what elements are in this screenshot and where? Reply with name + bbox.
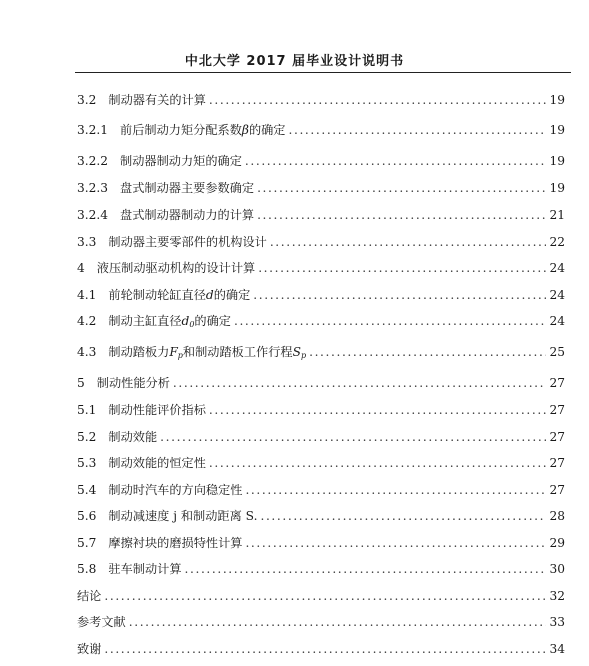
toc-leader-dots <box>209 401 546 419</box>
toc-entry[interactable] <box>77 587 565 605</box>
toc-entry-page: 25 <box>549 345 565 359</box>
toc-entry-title: 制动性能分析 <box>96 376 170 390</box>
toc-entry[interactable] <box>77 507 565 525</box>
toc-entry-page: 19 <box>549 154 565 168</box>
toc-entry[interactable] <box>77 481 565 499</box>
toc-entry-title: 制动器制动力矩的确定 <box>120 154 242 168</box>
toc-entry[interactable] <box>77 640 565 658</box>
toc-leader-dots <box>234 312 546 330</box>
toc-leader-dots <box>289 121 547 139</box>
toc-entry-page: 24 <box>549 261 565 275</box>
toc-entry-title: 盘式制动器主要参数确定 <box>120 181 255 195</box>
toc-entry-number: 5.2 <box>77 430 97 444</box>
toc-entry-page: 24 <box>549 288 565 302</box>
toc-title-text: 的确定 <box>248 123 286 137</box>
toc-entry-page: 29 <box>549 536 565 550</box>
toc-entry[interactable] <box>77 286 565 304</box>
toc-entry-number: 5.8 <box>77 562 97 576</box>
toc-leader-dots <box>253 286 546 304</box>
toc-entry[interactable] <box>77 428 565 446</box>
toc-leader-dots <box>257 179 546 197</box>
toc-entry-number: 3.2 <box>77 93 97 107</box>
math-symbol: d <box>181 314 190 328</box>
toc-entry-title: 制动效能 <box>108 430 158 444</box>
toc-entry[interactable] <box>77 259 565 277</box>
toc-entry-title: 致谢 <box>77 642 102 656</box>
toc-entry-title: 参考文献 <box>77 615 126 629</box>
toc-entry-page: 28 <box>549 509 565 523</box>
toc-entry[interactable] <box>77 401 565 419</box>
toc-entry-page: 24 <box>549 314 565 328</box>
toc-entry-number: 3.3 <box>77 235 97 249</box>
toc-title-text: 的确定 <box>213 288 251 302</box>
toc-entry-number: 5.7 <box>77 536 97 550</box>
toc-entry-number: 3.2.1 <box>77 123 109 137</box>
toc-entry-number: 4.2 <box>77 314 97 328</box>
toc-leader-dots <box>209 91 546 109</box>
toc-entry-page: 34 <box>549 642 565 656</box>
math-subscript: p <box>177 351 183 360</box>
math-symbol: d <box>205 288 214 302</box>
toc-leader-dots <box>257 206 546 224</box>
toc-entry-number: 5.1 <box>77 403 97 417</box>
toc-entry[interactable] <box>77 121 565 139</box>
toc-entry-number: 4 <box>77 261 85 275</box>
toc-leader-dots <box>245 152 546 170</box>
toc-entry-title: 制动时汽车的方向稳定性 <box>108 483 243 497</box>
toc-entry-title: 制动器主要零部件的机构设计 <box>108 235 267 249</box>
toc-title-text: 制动主缸直径 <box>108 314 182 328</box>
toc-leader-dots <box>104 587 546 605</box>
toc-entry-number: 3.2.3 <box>77 181 109 195</box>
toc-entry-page: 21 <box>549 208 565 222</box>
toc-leader-dots <box>104 640 546 658</box>
toc-entry-number: 5.4 <box>77 483 97 497</box>
toc-entry-page: 30 <box>549 562 565 576</box>
toc-entry[interactable] <box>77 179 565 197</box>
toc-entry-number: 4.1 <box>77 288 97 302</box>
toc-title-text: 的确定 <box>194 314 231 328</box>
toc-entry-title: 液压制动驱动机构的设计计算 <box>96 261 256 275</box>
math-symbol: S <box>292 345 301 359</box>
toc-entry[interactable] <box>77 613 565 631</box>
toc-entry-number: 3.2.4 <box>77 208 109 222</box>
toc-entry-page: 19 <box>549 123 565 137</box>
toc-entry-title: 摩擦衬块的磨损特性计算 <box>108 536 243 550</box>
toc-leader-dots <box>209 454 546 472</box>
toc-entry-number: 4.3 <box>77 345 97 359</box>
toc-entry[interactable] <box>77 206 565 224</box>
toc-entry-page: 27 <box>549 456 565 470</box>
toc-entry-page: 33 <box>549 615 565 629</box>
toc-entry-page: 19 <box>549 93 565 107</box>
toc-leader-dots <box>258 259 546 277</box>
toc-entry-number: 5.3 <box>77 456 97 470</box>
toc-entry[interactable] <box>77 560 565 578</box>
toc-entry[interactable] <box>77 454 565 472</box>
toc-entry[interactable] <box>77 374 565 392</box>
toc-entry-page: 32 <box>549 589 565 603</box>
toc-entry-title <box>108 286 250 304</box>
toc-leader-dots <box>185 560 546 578</box>
math-symbol: β <box>241 123 249 137</box>
math-symbol: F <box>169 345 178 359</box>
toc-entry-title <box>108 312 231 334</box>
toc-entry-page: 19 <box>549 181 565 195</box>
toc-entry-title: 制动减速度 j 和制动距离 S. <box>108 509 258 523</box>
toc-entry[interactable] <box>77 91 565 109</box>
toc-title-text: 制动踏板力 <box>108 345 170 359</box>
toc-title-text: 前轮制动轮缸直径 <box>108 288 206 302</box>
toc-leader-dots <box>260 507 546 525</box>
toc-entry-title: 驻车制动计算 <box>108 562 182 576</box>
toc-entry[interactable] <box>77 152 565 170</box>
toc-entry-title: 制动器有关的计算 <box>108 93 206 107</box>
toc-entry[interactable] <box>77 534 565 552</box>
toc-entry-number: 5.6 <box>77 509 97 523</box>
toc-leader-dots <box>270 233 546 251</box>
toc-entry-page: 27 <box>549 430 565 444</box>
toc-title-text: 和制动踏板工作行程 <box>182 345 293 359</box>
toc-entry[interactable] <box>77 343 565 361</box>
toc-entry-page: 22 <box>549 235 565 249</box>
toc-entry[interactable] <box>77 233 565 251</box>
math-subscript: p <box>300 351 307 360</box>
toc-entry-page: 27 <box>549 376 565 390</box>
toc-leader-dots <box>309 343 546 361</box>
page-header-title: 中北大学 2017 届毕业设计说明书 <box>184 54 405 69</box>
toc-entry-title: 盘式制动器制动力的计算 <box>120 208 255 222</box>
toc-entry[interactable] <box>77 312 565 330</box>
toc-leader-dots <box>173 374 546 392</box>
toc-entry-title: 结论 <box>77 589 102 603</box>
toc-entry-title: 制动效能的恒定性 <box>108 456 206 470</box>
toc-entry-title <box>108 343 306 365</box>
math-subscript: 0 <box>189 320 195 329</box>
toc-entry-page: 27 <box>549 483 565 497</box>
toc-leader-dots <box>245 534 546 552</box>
toc-entry-number: 5 <box>77 376 85 390</box>
toc-entry-title <box>120 121 285 139</box>
toc-leader-dots <box>160 428 546 446</box>
toc-entry-page: 27 <box>549 403 565 417</box>
toc-entry-title: 制动性能评价指标 <box>108 403 206 417</box>
toc-title-text: 前后制动力矩分配系数 <box>120 123 242 137</box>
toc-entry-number: 3.2.2 <box>77 154 109 168</box>
toc-leader-dots <box>129 613 546 631</box>
toc-leader-dots <box>245 481 546 499</box>
